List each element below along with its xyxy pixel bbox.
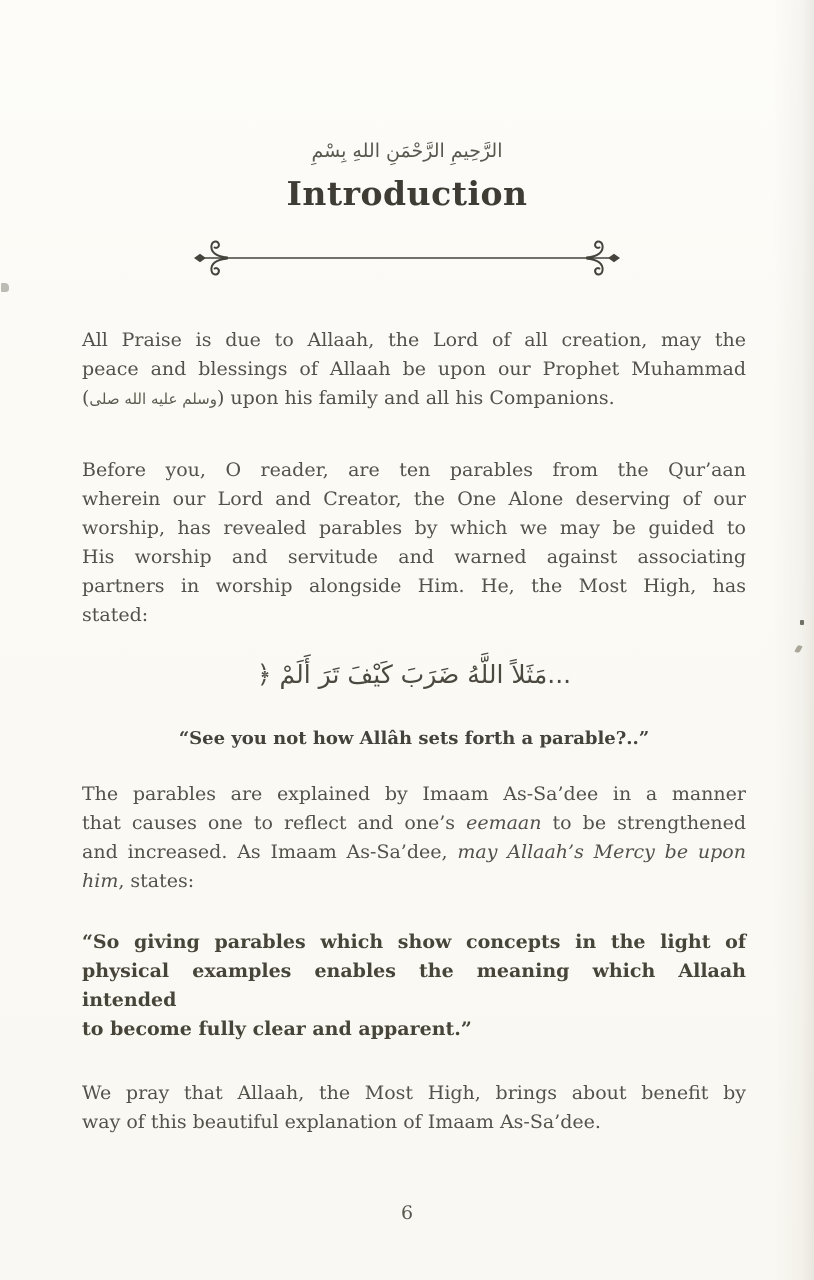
ornamental-divider-graphic (187, 236, 627, 280)
text-line (82, 485, 746, 514)
text-segment: worship, has revealed parables by which we may be guided to (82, 517, 746, 540)
text-segment: to become fully clear and apparent.” (82, 1018, 472, 1041)
text-segment: “So giving parables which show concepts in the light of (82, 931, 746, 954)
text-segment: The parables are explained by Imaam As-Sa’dee in a manner (82, 783, 746, 806)
ornamental-divider (0, 236, 814, 280)
scan-artifact (1, 283, 9, 292)
page-number: 6 (400, 1202, 414, 1224)
text-line (82, 1108, 746, 1137)
text-segment: wherein our Lord and Creator, the One Alone deserving of our (82, 488, 746, 511)
page-title: Introduction (286, 174, 528, 213)
text-segment: that causes one to reflect and one’s (82, 812, 467, 835)
arabic-inline-text: صلى‎ الله‎ عليه‎ وسلم (89, 390, 217, 409)
text-segment: and increased. As Imaam As-Sa’dee, (82, 841, 458, 864)
intro-paragraph-3 (82, 780, 746, 896)
text-line (82, 384, 746, 414)
basmala-text: بِسْمِ‎ اللهِ‎ الرَّحْمَنِ‎ الرَّحِيمِ (311, 140, 503, 162)
text-segment: physical examples enables the meaning which Allaah intended (82, 960, 746, 1012)
text-segment: him (82, 870, 119, 893)
sadee-quote-paragraph (82, 928, 746, 1044)
text-segment: ) upon his family and all his Companions. (216, 387, 615, 410)
text-segment: to be strengthened (541, 812, 746, 835)
text-line (82, 809, 746, 838)
text-segment: peace and blessings of Allaah be upon our Prophet Muhammad (82, 358, 746, 381)
text-segment: eemaan (466, 812, 542, 835)
text-line (82, 867, 746, 896)
scan-artifact (800, 620, 804, 625)
text-line (82, 928, 746, 957)
text-line (82, 957, 746, 1015)
text-segment: ( (82, 387, 90, 410)
page-content (82, 326, 746, 1137)
text-line (82, 601, 746, 630)
intro-paragraph-2 (82, 456, 746, 630)
text-segment: way of this beautiful explanation of Imaam As-Sa’dee. (82, 1111, 601, 1134)
scan-artifact (794, 644, 802, 653)
quran-verse-translation: “See you not how Allâh sets forth a parable?..” (178, 728, 650, 750)
intro-paragraph-4 (82, 1079, 746, 1137)
text-segment: may Allaah’s Mercy be upon (457, 841, 746, 864)
text-line (82, 326, 746, 355)
text-line (82, 572, 746, 601)
text-line (82, 838, 746, 867)
text-segment: Before you, O reader, are ten parables from the Qur’aan (82, 459, 746, 482)
text-line (82, 543, 746, 572)
text-line (82, 355, 746, 384)
text-segment: We pray that Allaah, the Most High, brings about benefit by (82, 1082, 746, 1105)
text-line (82, 1079, 746, 1108)
text-segment: His worship and servitude and warned against associating (82, 546, 746, 569)
text-segment: stated: (82, 604, 149, 627)
text-line (82, 780, 746, 809)
text-line (82, 1015, 746, 1044)
quran-verse-arabic: ﴿ أَلَمْ‎ تَرَ‎ كَيْفَ‎ ضَرَبَ‎ اللَّهُ‎ مَثَلاً... (256, 660, 572, 690)
text-segment: All Praise is due to Allaah, the Lord of all creation, may the (82, 329, 746, 352)
intro-paragraph-1 (82, 326, 746, 414)
text-segment: partners in worship alongside Him. He, the Most High, has (82, 575, 746, 598)
text-line (82, 514, 746, 543)
text-line (82, 456, 746, 485)
text-segment: , states: (118, 870, 195, 893)
